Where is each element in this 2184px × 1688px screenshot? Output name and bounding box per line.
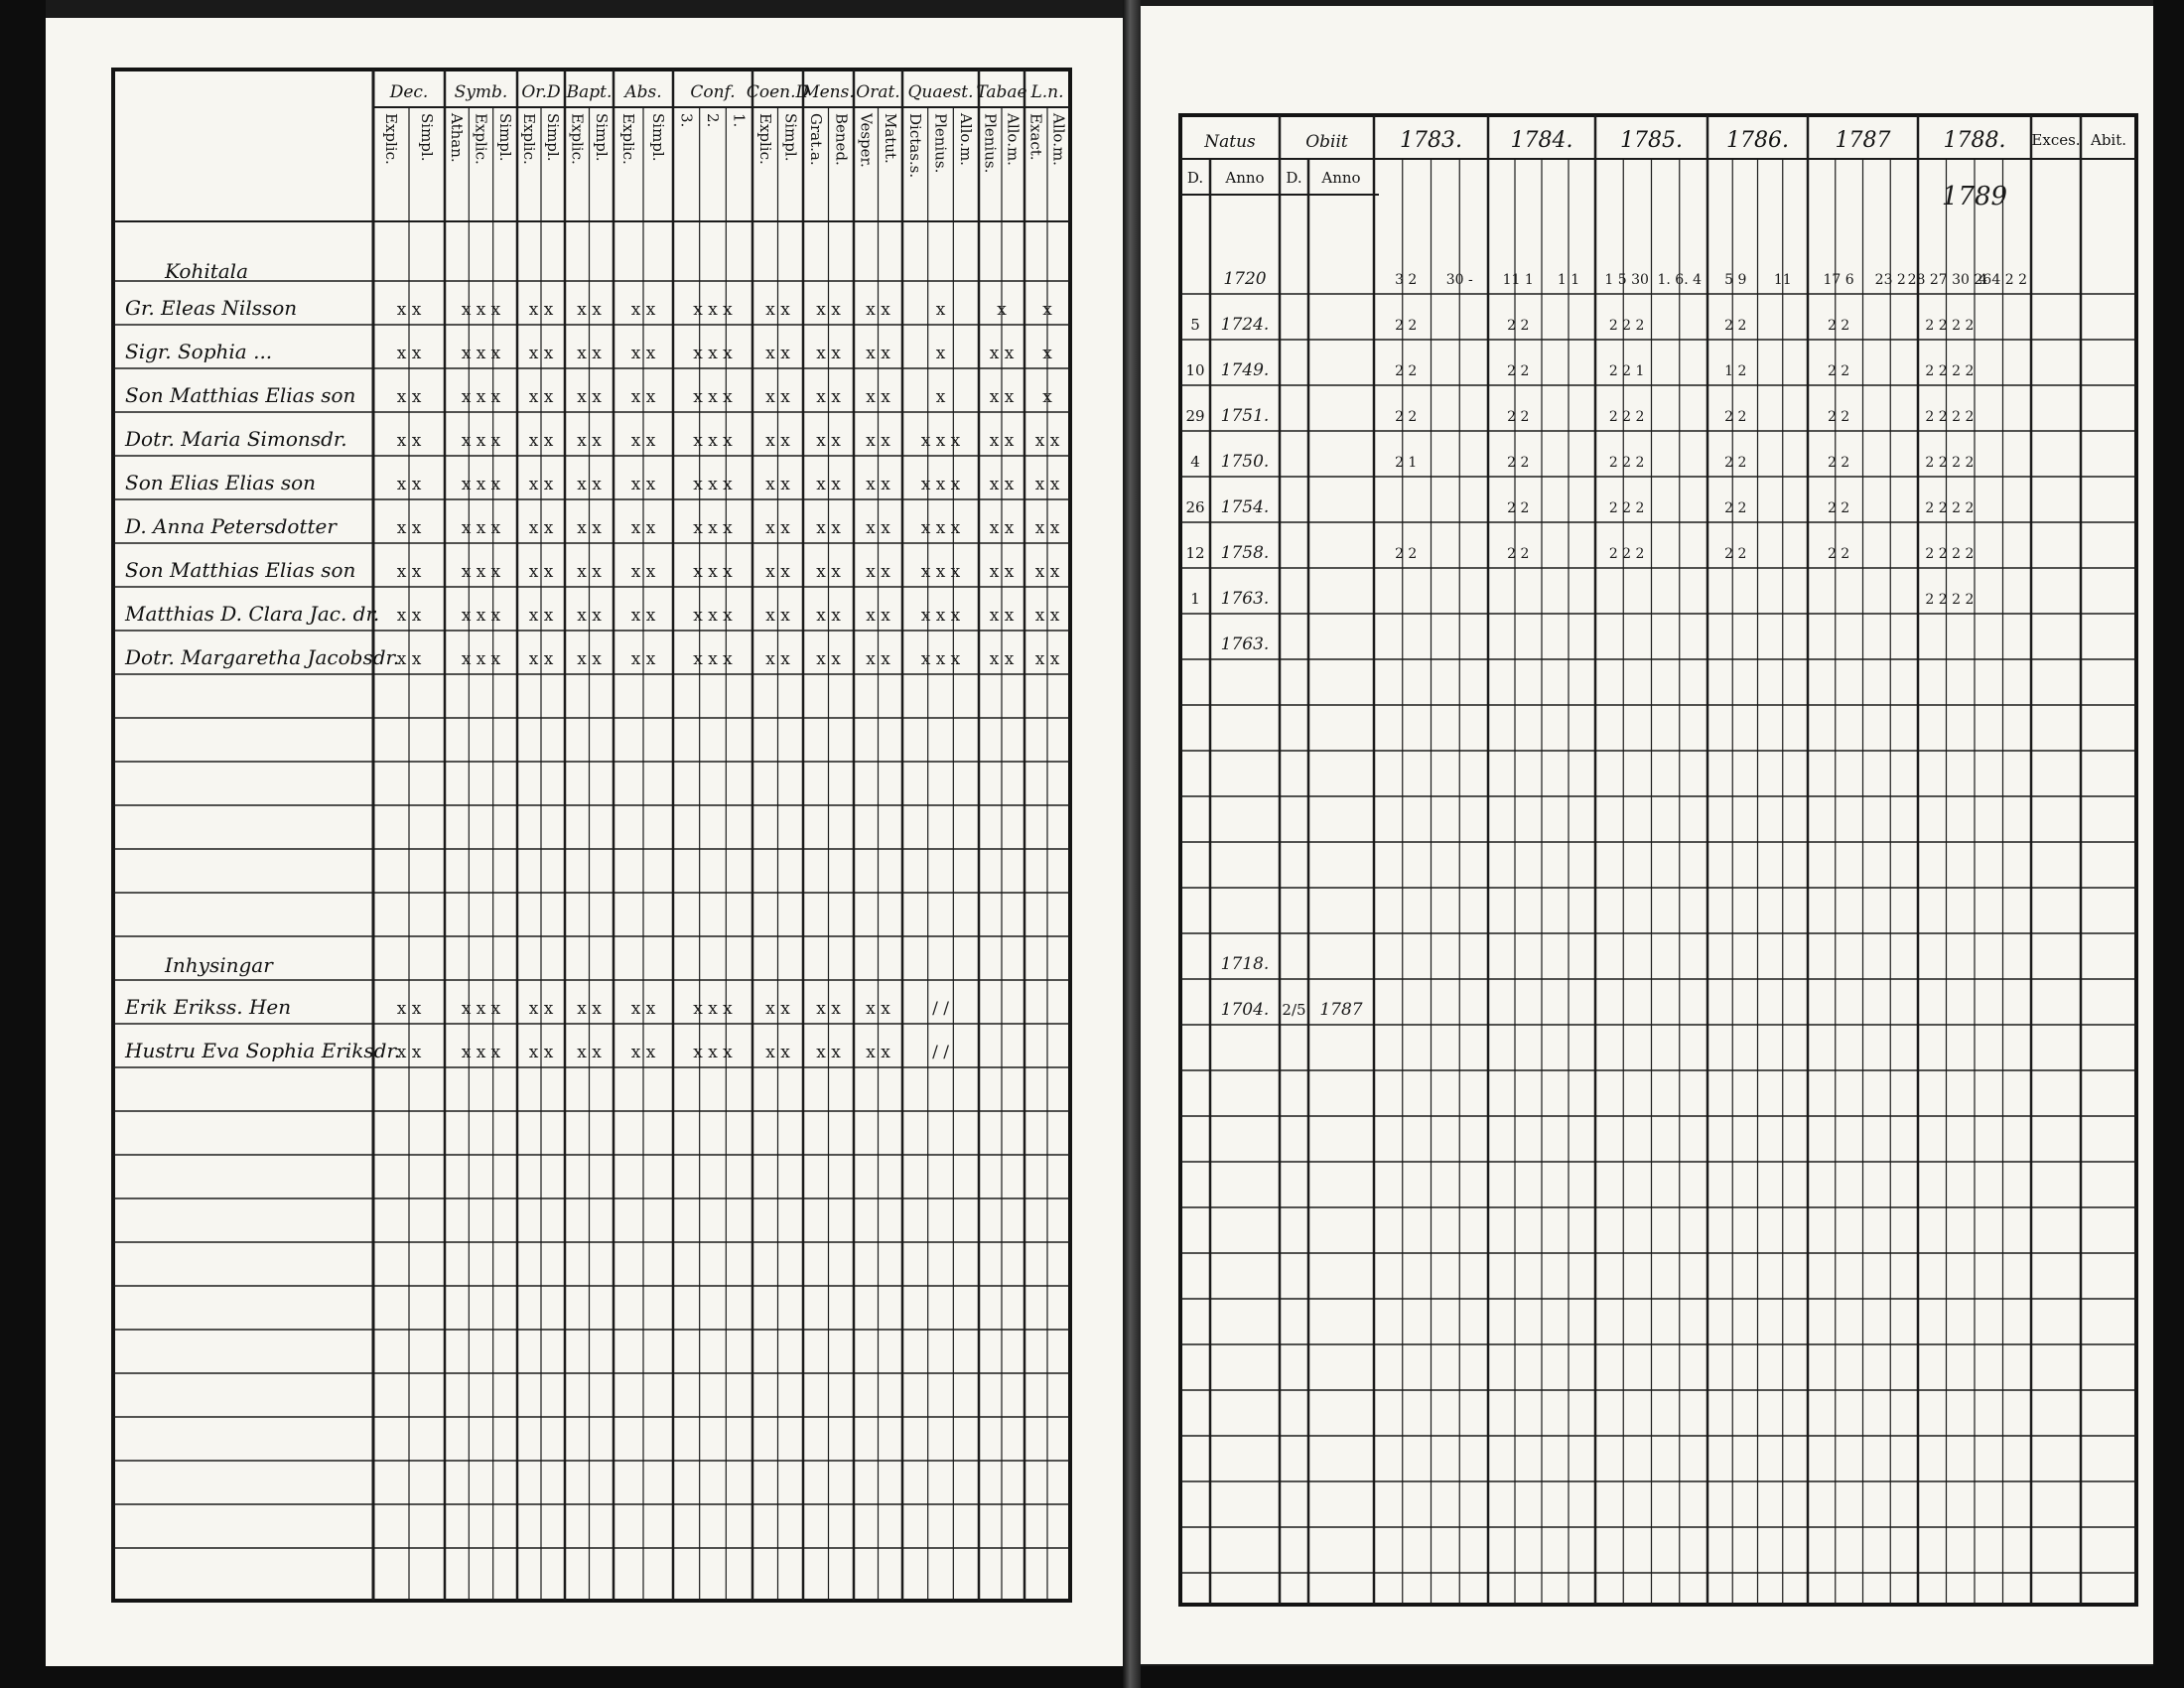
examination-mark: x x [630,475,656,494]
birth-day: 29 [1185,407,1205,425]
column-subheader: 3. [677,113,696,128]
attendance-mark: 2 2 [1507,455,1530,471]
examination-mark: x x [866,518,890,538]
examination-mark: x x [528,344,554,363]
column-header: Or.D [521,82,561,102]
examination-mark: x x [528,300,554,320]
year-header: 1783. [1400,128,1462,153]
death-year: 1787 [1319,1000,1363,1020]
column-subheader: Exact. [1026,113,1045,161]
column-subheader: Bened. [832,113,851,166]
examination-mark: x x [577,344,602,363]
examination-mark: x x x [693,1043,733,1062]
examination-mark: x x [989,649,1015,669]
birth-year: 1758. [1220,543,1270,563]
household-member-name: Son Elias Elias son [125,471,317,494]
column-subheader: 1. [730,113,749,128]
examination-mark: x x [989,518,1015,538]
examination-mark: x x [396,518,422,538]
examination-mark: x x x [693,999,733,1019]
attendance-mark: 2 2 2 2 [1925,409,1975,425]
column-subheader: Vesper. [857,113,876,168]
attendance-mark: 30 - [1445,272,1473,288]
column-subheader: Simpl. [592,113,611,162]
household-member-name: Hustru Eva Sophia Eriksdr. [125,1039,401,1062]
examination-mark: x x x [920,518,961,538]
examination-mark: x [997,300,1007,320]
examination-mark: x x [630,387,656,407]
natus-day-subheader: D. [1186,169,1204,187]
examination-mark: x x x [693,562,733,582]
attendance-mark: 5 9 [1724,272,1747,288]
examination-mark: x x [528,649,554,669]
attendance-mark: 1 5 30 [1604,272,1649,288]
examination-mark: x x x [693,475,733,494]
birth-year: 1718. [1220,954,1270,974]
examination-mark: x x x [920,606,961,626]
column-subheader: Dictas.s. [905,113,924,179]
examination-mark: x [935,300,946,320]
birth-day: 5 [1190,316,1200,334]
attendance-mark: 17 6 [1823,272,1854,288]
examination-mark: x x [816,431,841,451]
attendance-mark: 2 2 2 [1608,409,1645,425]
attendance-mark: 2 2 2 2 [1925,318,1975,334]
examination-mark: / / [932,1043,949,1062]
birth-year: 1754. [1220,497,1270,517]
birth-year: 1724. [1220,315,1270,335]
examination-mark: x x [1034,606,1060,626]
attendance-mark: 2 2 [1724,318,1747,334]
examination-mark: x x [1034,649,1060,669]
examination-mark: x x [396,431,422,451]
examination-mark: x x [765,387,790,407]
examination-mark: x x x [461,1043,501,1062]
year-header: 1785. [1620,128,1683,153]
examination-mark: x x [528,606,554,626]
examination-mark: x x [765,999,790,1019]
examination-mark: x x [866,649,890,669]
column-header: Symb. [454,82,508,102]
column-subheader: Explic. [382,113,400,165]
attendance-mark: 2 2 2 2 [1925,546,1975,562]
attendance-mark: 2 2 [1827,455,1850,471]
examination-mark: x x x [461,387,501,407]
examination-mark: x x x [693,606,733,626]
examination-mark: x x [630,649,656,669]
birth-year: 1763. [1220,634,1270,654]
attendance-mark: 2 2 2 2 [1925,500,1975,516]
attendance-mark: 11 [1773,272,1792,288]
examination-mark: x x [816,344,841,363]
attendance-mark: 2 2 [1827,363,1850,379]
examination-mark: x x [765,475,790,494]
examination-mark: x x [630,300,656,320]
examination-mark: x x [989,562,1015,582]
examination-mark: x x [630,431,656,451]
examination-mark: x x [989,344,1015,363]
birth-day: 12 [1185,544,1205,562]
attendance-mark: 23 2 [1874,272,1906,288]
attendance-mark: 2 2 2 [1608,318,1645,334]
column-header: Bapt. [566,82,613,102]
attendance-mark: 1 1 [1557,272,1580,288]
examination-mark: x x [577,649,602,669]
examination-mark: x x [577,562,602,582]
household-member-name: D. Anna Petersdotter [125,514,337,538]
examination-mark: x x [866,300,890,320]
examination-mark: x x [528,1043,554,1062]
examination-mark: x x [765,562,790,582]
birth-year: 1750. [1220,452,1270,472]
column-header: L.n. [1030,82,1064,102]
birth-year: 1763. [1220,589,1270,609]
attendance-mark: 2 2 2 2 [1925,363,1975,379]
attendance-mark: 2 2 [1395,546,1418,562]
death-day: 2/5 [1282,1001,1306,1019]
examination-mark: x x [396,606,422,626]
obiit-day-subheader: D. [1286,169,1302,187]
examination-mark: x x [816,1043,841,1062]
attendance-mark: 2 2 [1395,318,1418,334]
birth-day: 10 [1185,361,1205,379]
examination-mark: x x [528,562,554,582]
column-subheader: Plenius. [931,113,950,174]
column-subheader: Allo.m. [1049,113,1068,166]
examination-mark: x x x [693,387,733,407]
examination-mark: x x [577,999,602,1019]
examination-mark: x x [1034,518,1060,538]
book-gutter [1123,0,1141,1688]
birth-day: 4 [1190,453,1200,471]
attendance-mark: 1. 6. 4 [1657,272,1703,288]
examination-mark: x x [630,606,656,626]
obiit-header: Obiit [1305,132,1348,152]
examination-mark: x x [396,649,422,669]
examination-mark: x x [1034,431,1060,451]
column-subheader: Allo.m. [1004,113,1023,166]
examination-mark: x x [1034,475,1060,494]
column-subheader: Simpl. [495,113,514,162]
year-header: 1788. [1943,128,2006,153]
examination-mark: x x [630,1043,656,1062]
examination-mark: x x [765,606,790,626]
lower-section-heading: Inhysingar [165,953,273,977]
examination-mark: x x [866,562,890,582]
attendance-mark: 4 4 2 2 [1979,272,2027,288]
examination-mark: x x [396,344,422,363]
attendance-mark: 2 2 [1827,500,1850,516]
left-page [46,18,1123,1666]
examination-mark: x x [989,387,1015,407]
examination-mark: x x [577,606,602,626]
attendance-mark: 11 1 [1502,272,1534,288]
examination-mark: x x [528,999,554,1019]
examination-mark: x x [528,387,554,407]
examination-mark: x x x [920,649,961,669]
examination-mark: x x [577,1043,602,1062]
household-member-name: Dotr. Margaretha Jacobsdr. [125,645,400,669]
attendance-mark: 2 2 [1507,500,1530,516]
column-header: Coen.D [746,82,810,102]
examination-mark: x x [866,606,890,626]
column-header: Dec. [389,82,429,102]
column-header: Orat. [856,82,900,102]
examination-mark: x x [1034,562,1060,582]
examination-mark: x x x [920,431,961,451]
examination-mark: x x [765,344,790,363]
examination-mark: x x x [461,475,501,494]
examination-mark: x x [816,518,841,538]
examination-mark: x x [528,431,554,451]
examination-mark: x x [989,606,1015,626]
examination-mark: x x [866,344,890,363]
attendance-mark: 2 2 [1724,455,1747,471]
attendance-mark: 2 2 [1724,409,1747,425]
column-subheader: Simpl. [781,113,800,162]
birth-year: 1751. [1220,406,1270,426]
attendance-mark: 2 2 [1724,546,1747,562]
examination-mark: x x [866,387,890,407]
attendance-mark: 3 2 [1395,272,1418,288]
examination-mark: x x [866,431,890,451]
examination-mark: x x x [693,300,733,320]
examination-mark: x x x [693,518,733,538]
exces-header: Exces. [2031,131,2081,149]
column-subheader: Plenius. [981,113,1000,174]
examination-mark: x x [989,431,1015,451]
examination-mark: x x [577,475,602,494]
household-member-name: Erik Erikss. Hen [125,995,292,1019]
examination-mark: x x x [920,562,961,582]
examination-mark: x x [528,475,554,494]
column-subheader: Simpl. [649,113,667,162]
household-member-name: Sigr. Sophia ... [125,340,273,363]
attendance-mark: 2 2 [1827,409,1850,425]
column-subheader: Allo.m. [957,113,976,166]
examination-mark: x x [577,387,602,407]
examination-mark: x x [816,999,841,1019]
examination-mark: / / [932,999,949,1019]
section-heading: Kohitala [165,259,249,283]
birth-year: 1720 [1223,269,1267,289]
attendance-mark: 2 2 [1395,409,1418,425]
column-subheader: Explic. [755,113,774,165]
examination-mark: x x [765,649,790,669]
attendance-mark: 2 2 2 [1608,455,1645,471]
examination-mark: x [1042,300,1052,320]
examination-mark: x x x [461,344,501,363]
column-subheader: Explic. [568,113,587,165]
attendance-mark: 2 2 [1507,318,1530,334]
examination-mark: x x [765,431,790,451]
examination-mark: x x [765,300,790,320]
column-subheader: Explic. [472,113,490,165]
column-header: Quaest. [907,82,974,102]
examination-mark: x x [866,475,890,494]
examination-mark: x [1042,387,1052,407]
examination-mark: x x [577,431,602,451]
examination-mark: x x [630,999,656,1019]
column-subheader: Grat.a. [806,113,825,166]
examination-mark: x x [396,999,422,1019]
household-member-name: Son Matthias Elias son [125,383,356,407]
examination-mark: x x [630,518,656,538]
examination-mark: x x [765,518,790,538]
examination-mark: x x [630,344,656,363]
attendance-mark: 2 2 2 [1608,546,1645,562]
examination-mark: x x x [461,431,501,451]
examination-mark: x x x [693,649,733,669]
examination-mark: x x [396,387,422,407]
examination-mark: x x [577,300,602,320]
examination-mark: x x x [461,518,501,538]
column-header: Tabae [976,82,1027,102]
examination-mark: x x [630,562,656,582]
year-header: 1786. [1726,128,1789,153]
household-member-name: Dotr. Maria Simonsdr. [125,427,347,451]
examination-mark: x x [396,1043,422,1062]
examination-mark: x x [989,475,1015,494]
birth-day: 1 [1190,590,1200,608]
attendance-mark: 2 2 2 2 [1925,592,1975,608]
right-register-table [1141,6,2153,1664]
examination-mark: x x [396,475,422,494]
examination-mark: x x [816,475,841,494]
attendance-mark: 2 2 [1827,318,1850,334]
column-header: Mens. [802,82,855,102]
attendance-mark: 2 2 1 [1608,363,1645,379]
examination-mark: x x [816,649,841,669]
birth-year: 1704. [1220,1000,1270,1020]
table-frame [1180,115,2136,1605]
right-page [1141,6,2153,1664]
attendance-mark: 2 2 [1507,546,1530,562]
examination-mark: x x [396,300,422,320]
column-header: Conf. [690,82,736,102]
year-header: 1784. [1510,128,1573,153]
birth-year: 1749. [1220,360,1270,380]
examination-mark: x x [866,1043,890,1062]
attendance-mark: 2 2 2 [1608,500,1645,516]
natus-header: Natus [1204,132,1256,152]
column-subheader: Explic. [619,113,637,165]
examination-mark: x x x [693,431,733,451]
obiit-year-subheader: Anno [1321,169,1361,187]
household-member-name: Son Matthias Elias son [125,558,356,582]
examination-mark: x x [577,518,602,538]
attendance-mark: 2 2 [1507,363,1530,379]
examination-mark: x x x [461,649,501,669]
column-subheader: Explic. [520,113,538,165]
attendance-mark: 2 1 [1395,455,1418,471]
left-register-table [46,18,1123,1666]
examination-mark: x x [866,999,890,1019]
top-note: 1789 [1941,182,2008,211]
column-subheader: 2. [704,113,722,128]
examination-mark: x x [816,300,841,320]
column-subheader: Athan. [448,113,467,163]
attendance-mark: 2 2 [1507,409,1530,425]
household-member-name: Gr. Eleas Nilsson [125,296,298,320]
attendance-mark: 2 2 [1827,546,1850,562]
examination-mark: x x [528,518,554,538]
abit-header: Abit. [2090,131,2127,149]
attendance-mark: 2 2 [1395,363,1418,379]
examination-mark: x x x [461,606,501,626]
year-header: 1787 [1835,128,1891,153]
examination-mark: x x [816,606,841,626]
attendance-mark: 1 2 [1724,363,1747,379]
examination-mark: x x x [920,475,961,494]
examination-mark: x x x [461,999,501,1019]
attendance-mark: 2 2 [1724,500,1747,516]
household-member-name: Matthias D. Clara Jac. dr. [125,602,380,626]
examination-mark: x [1042,344,1052,363]
examination-mark: x x [396,562,422,582]
column-subheader: Matut. [881,113,899,164]
attendance-mark: 2 2 2 2 [1925,455,1975,471]
natus-year-subheader: Anno [1225,169,1265,187]
examination-mark: x x x [693,344,733,363]
column-subheader: Simpl. [418,113,436,162]
examination-mark: x x x [461,300,501,320]
examination-mark: x [935,344,946,363]
attendance-mark: 28 27 30 26 [1907,272,1992,288]
birth-day: 26 [1185,498,1205,516]
column-subheader: Simpl. [544,113,562,162]
examination-mark: x x [816,387,841,407]
examination-mark: x x [816,562,841,582]
examination-mark: x x [765,1043,790,1062]
column-header: Abs. [624,82,662,102]
examination-mark: x [935,387,946,407]
examination-mark: x x x [461,562,501,582]
